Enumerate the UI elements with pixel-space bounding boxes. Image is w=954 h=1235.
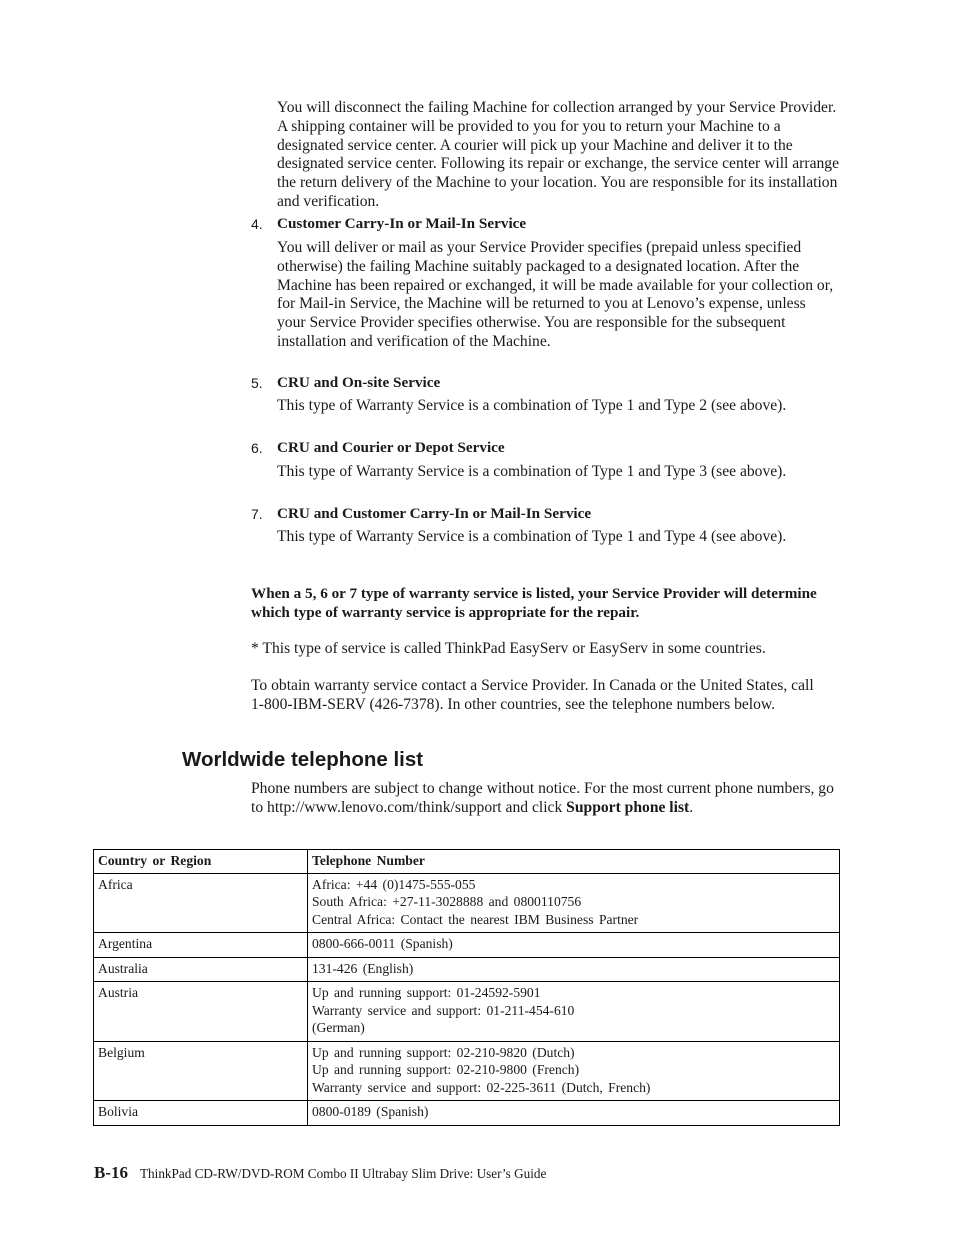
support-phone-list-link[interactable]: Support phone list <box>566 798 690 816</box>
phone-cell <box>308 933 840 958</box>
table-row <box>94 933 840 958</box>
phone-line: Africa: +44 (0)1475-555-055 <box>312 876 476 892</box>
table-header-row <box>94 850 840 874</box>
list-number: 6. <box>251 440 263 456</box>
table-row <box>94 873 840 933</box>
phone-line: Up and running support: 01-24592-5901 <box>312 985 541 1000</box>
table-row <box>94 982 840 1042</box>
list-item-text: This type of Warranty Service is a combination of Type 1 and Type 2 (see above). <box>277 397 787 414</box>
list-item-heading: CRU and Customer Carry-In or Mail-In Service <box>277 505 592 522</box>
list-item-heading: CRU and On-site Service <box>277 374 441 391</box>
list-number: 4. <box>251 216 263 232</box>
country-cell: Austria <box>94 982 308 1042</box>
list-item-heading: Customer Carry-In or Mail-In Service <box>277 215 527 232</box>
phone-line: Warranty service and support: 02-225-3611 (Dutch, French) <box>312 1079 651 1095</box>
phone-line: Warranty service and support: 01-211-454-610 <box>312 1002 575 1018</box>
list-number: 5. <box>251 375 263 391</box>
list-item-text: This type of Warranty Service is a combination of Type 1 and Type 4 (see above). <box>277 528 787 545</box>
footnote: * This type of service is called ThinkPad EasyServ or EasyServ in some countries. <box>251 640 766 657</box>
phone-line: 0800-666-0011 (Spanish) <box>312 936 453 951</box>
country-cell: Australia <box>94 957 308 982</box>
list-item-heading: CRU and Courier or Depot Service <box>277 439 505 456</box>
phone-cell <box>308 982 840 1042</box>
table-row <box>94 1041 840 1101</box>
header-telephone: Telephone Number <box>308 850 840 874</box>
phone-line: Central Africa: Contact the nearest IBM Business Partner <box>312 911 639 927</box>
phone-cell <box>308 873 840 933</box>
header-country: Country or Region <box>94 850 308 874</box>
country-cell: Argentina <box>94 933 308 958</box>
country-cell: Bolivia <box>94 1101 308 1126</box>
page-number: B-16 <box>94 1163 128 1182</box>
warranty-note: When a 5, 6 or 7 type of warranty service is listed, your Service Provider will determine which type of warranty service is appropriate for the repair. <box>251 585 817 621</box>
telephone-table <box>93 849 840 1126</box>
list-item-text: This type of Warranty Service is a combination of Type 1 and Type 3 (see above). <box>277 463 787 480</box>
list-item-text: You will deliver or mail as your Service Provider specifies (prepaid unless specified otherwise) the failing Machine suitably packaged to a designated location. After the Machine has been repaired or exchanged, it will be made available for your collection or, for Mail-in Service, the Machine will be returned to you at Lenovo’s expense, unless your Service Provider specifies otherwise. You are responsible for the subsequent installation and verification of the Machine. <box>277 239 834 350</box>
country-cell: Belgium <box>94 1041 308 1101</box>
phone-line: South Africa: +27-11-3028888 and 0800110756 <box>312 894 582 909</box>
section-intro-text: Phone numbers are subject to change without notice. For the most current phone numbers, go to http://www.lenovo.com/think/support and click <box>251 780 834 816</box>
list-number: 7. <box>251 506 263 522</box>
section-heading: Worldwide telephone list <box>182 748 424 771</box>
page-footer <box>94 1163 546 1183</box>
phone-line: (German) <box>312 1020 365 1035</box>
phone-cell <box>308 1041 840 1101</box>
country-cell: Africa <box>94 873 308 933</box>
table-row <box>94 1101 840 1126</box>
phone-line: 0800-0189 (Spanish) <box>312 1104 429 1119</box>
section-intro-end: . <box>689 798 694 816</box>
contact-paragraph: To obtain warranty service contact a Service Provider. In Canada or the United States, call 1-800-IBM-SERV (426-7378). In other countries, see the telephone numbers below. <box>251 677 814 713</box>
section-intro <box>251 780 841 818</box>
phone-line: Up and running support: 02-210-9800 (French) <box>312 1062 580 1077</box>
table-row <box>94 957 840 982</box>
phone-line: 131-426 (English) <box>312 960 414 976</box>
phone-cell <box>308 957 840 982</box>
phone-line: Up and running support: 02-210-9820 (Dutch) <box>312 1044 575 1060</box>
document-title: ThinkPad CD-RW/DVD-ROM Combo II Ultrabay Slim Drive: User’s Guide <box>140 1166 547 1181</box>
intro-paragraph: You will disconnect the failing Machine for collection arranged by your Service Provider. A shipping container will be provided to you for you to return your Machine to a designated service center. A courier will pick up your Machine and deliver it to the designated service center. Following its repair or exchange, the service center will arrange the return delivery of the Machine to your location. You are responsible for its installation and verification. <box>277 99 840 210</box>
phone-cell <box>308 1101 840 1126</box>
